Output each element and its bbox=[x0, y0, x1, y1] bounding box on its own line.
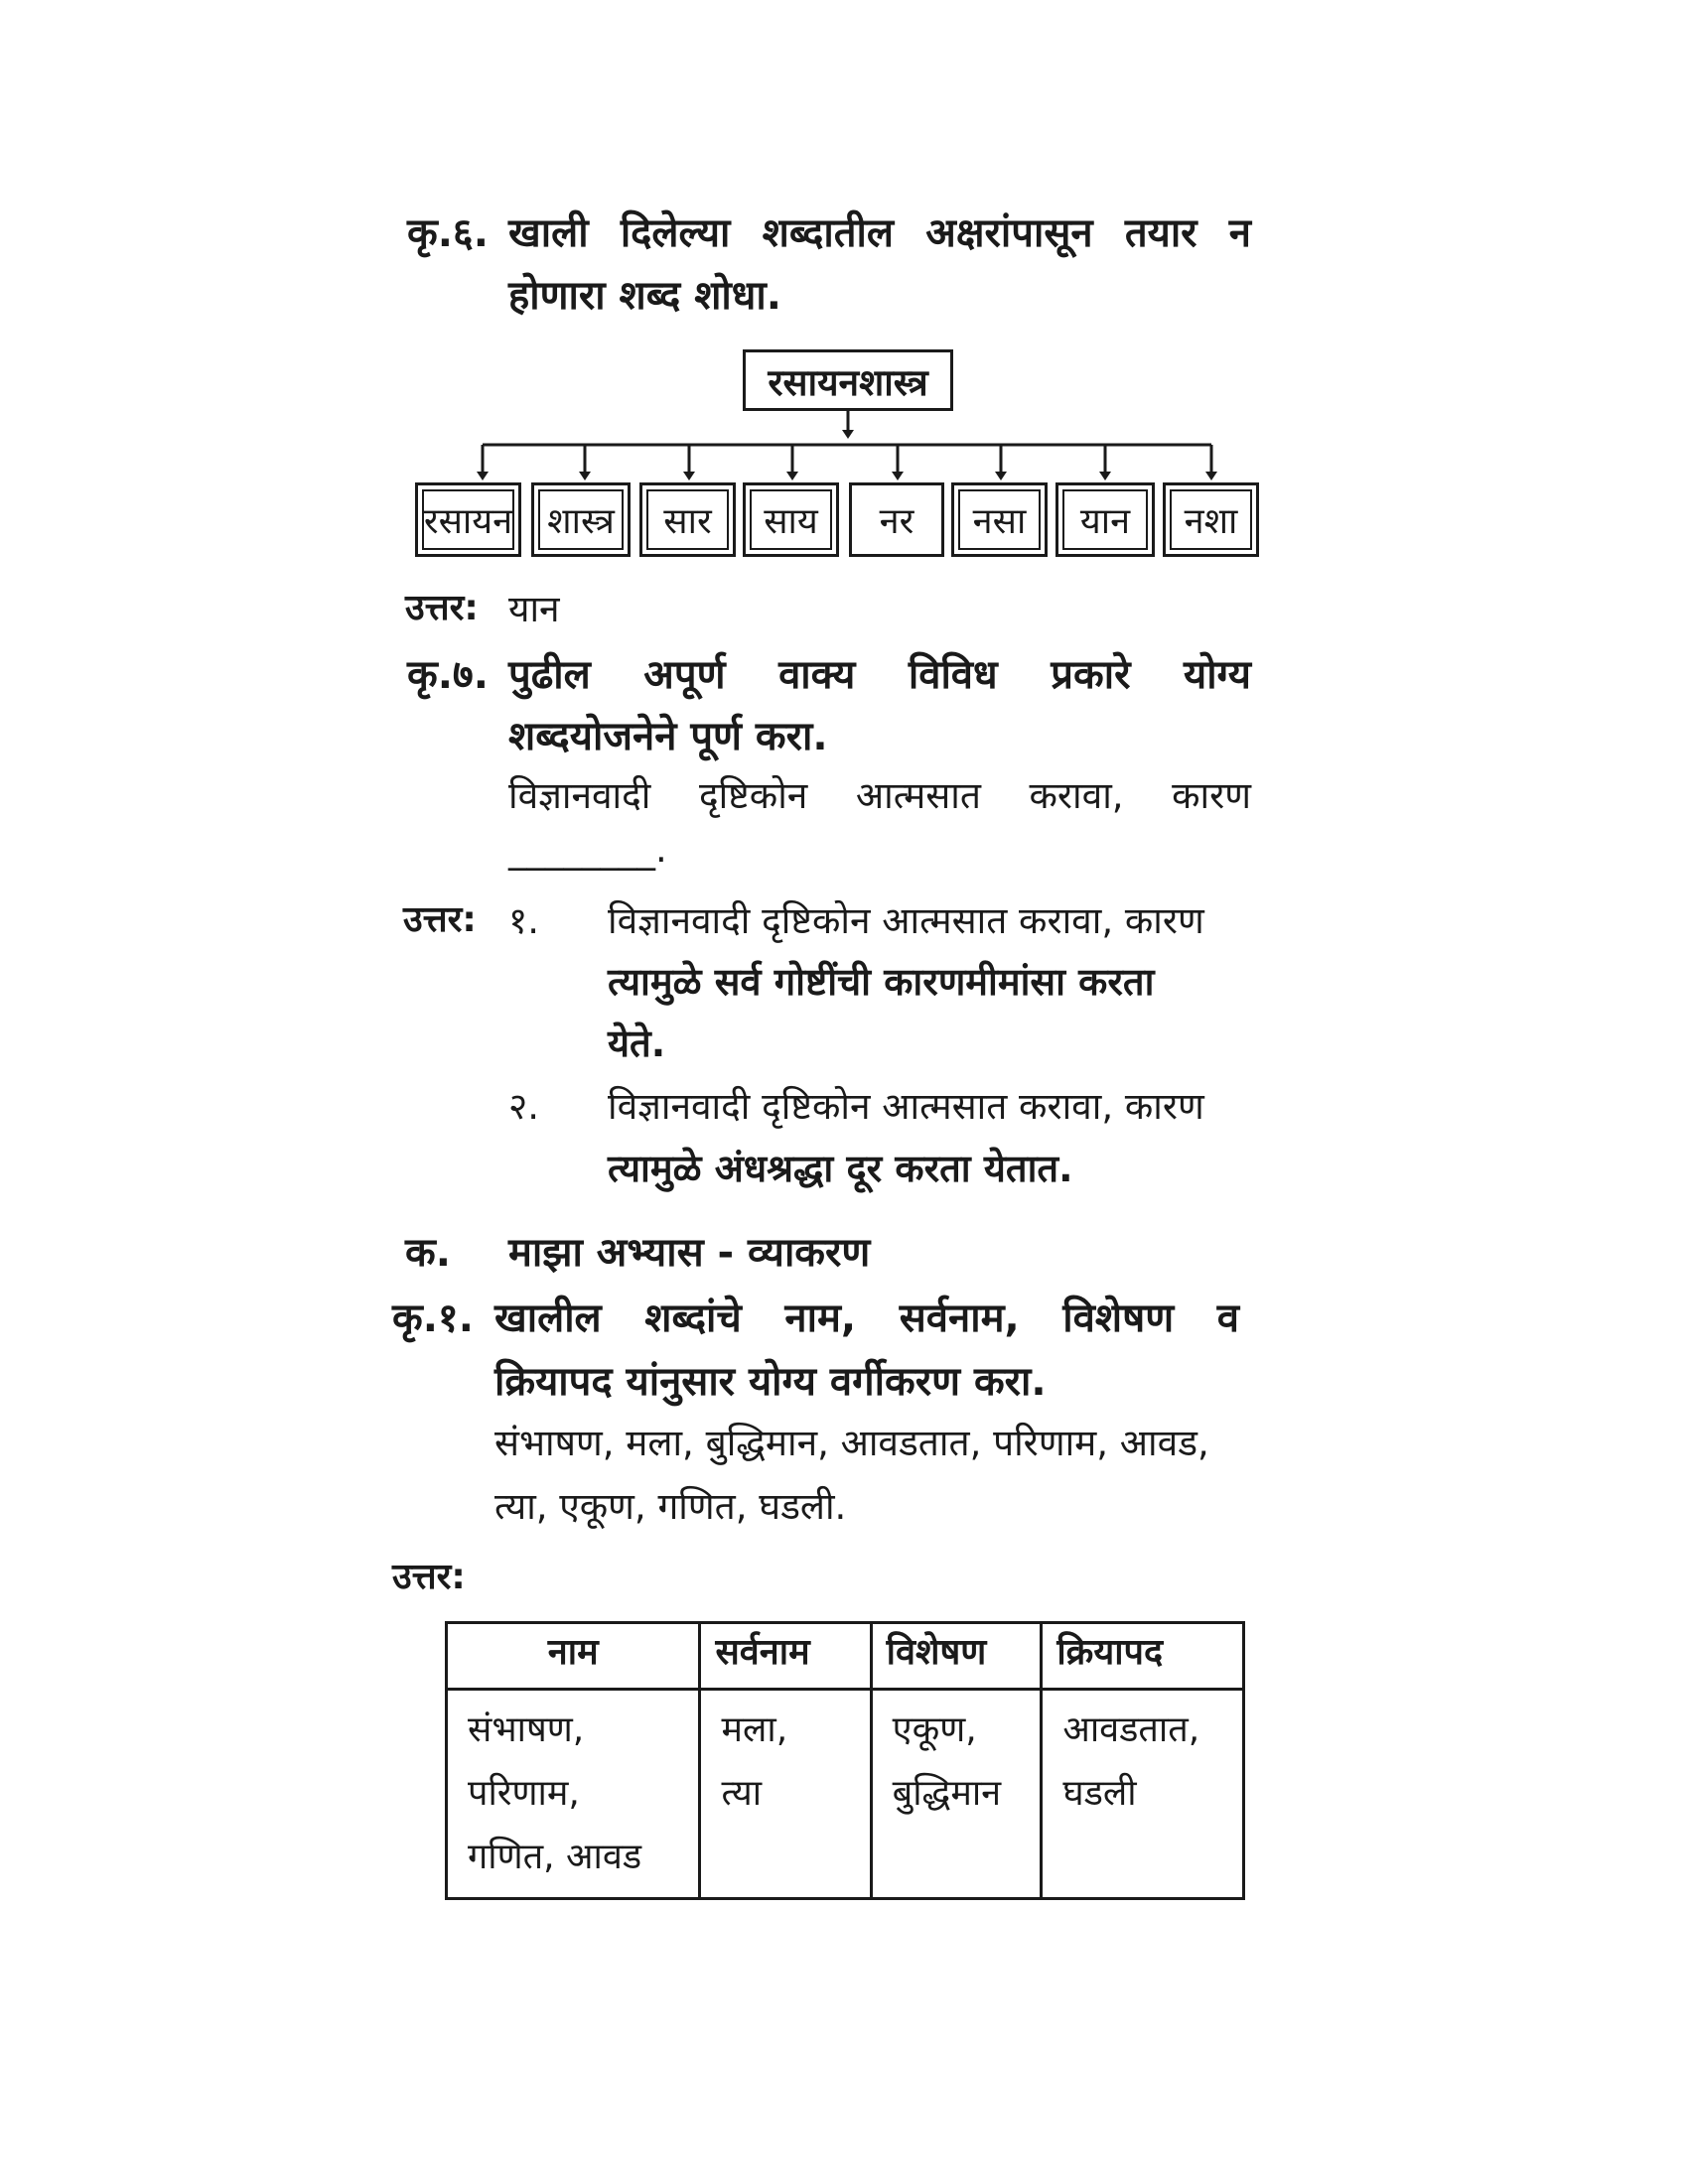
table-header-row bbox=[447, 1623, 1244, 1690]
q7-answer-label: उत्तर: bbox=[403, 899, 477, 940]
q6-text-line1: खाली दिलेल्या शब्दातील अक्षरांपासून तयार न bbox=[508, 210, 1251, 256]
option-text: शास्त्र bbox=[547, 501, 615, 542]
option-box-7 bbox=[1055, 482, 1155, 557]
q6-text-line2: होणारा शब्द शोधा. bbox=[508, 273, 781, 319]
cell-visheshan bbox=[871, 1690, 1042, 1899]
q7-answer1-line1: त्यामुळे सर्व गोष्टींची कारणमीमांसा करता bbox=[608, 960, 1155, 1004]
cell-word: त्या bbox=[721, 1773, 763, 1814]
cell-sarvanaam bbox=[700, 1690, 871, 1899]
option-box-6 bbox=[951, 482, 1048, 557]
q6-number: कृ.६. bbox=[407, 210, 489, 256]
q1-answer-label: उत्तर: bbox=[392, 1557, 466, 1597]
classification-table bbox=[445, 1621, 1245, 1900]
q7-text-line1: पुढील अपूर्ण वाक्य विविध प्रकारे योग्य bbox=[508, 652, 1251, 698]
root-word: रसायनशास्त्र bbox=[768, 360, 928, 404]
option-box-1 bbox=[415, 482, 521, 557]
section-title: माझा अभ्यास - व्याकरण bbox=[508, 1230, 871, 1276]
header-sarvanaam: सर्वनाम bbox=[700, 1623, 871, 1690]
cell-word: एकूण, bbox=[892, 1709, 977, 1750]
option-text: रसायन bbox=[423, 501, 513, 542]
option-text: नशा bbox=[1184, 501, 1238, 542]
option-text: नर bbox=[879, 501, 914, 542]
q1-words-line2: त्या, एकूण, गणित, घडली. bbox=[494, 1485, 847, 1528]
cell-word: मला, bbox=[721, 1709, 788, 1750]
q6-answer-label: उत्तर: bbox=[405, 588, 479, 628]
q7-text-line2: शब्दयोजनेने पूर्ण करा. bbox=[508, 714, 828, 759]
q1-number: कृ.१. bbox=[392, 1296, 474, 1341]
q7-answer1-line2: येते. bbox=[608, 1022, 666, 1065]
cell-word: परिणाम, bbox=[468, 1773, 580, 1814]
cell-word: संभाषण, bbox=[468, 1709, 585, 1750]
q7-answer1-lead: विज्ञानवादी दृष्टिकोन आत्मसात करावा, कारण bbox=[608, 899, 1204, 942]
cell-word: गणित, आवड bbox=[468, 1837, 642, 1877]
option-text: साय bbox=[764, 501, 818, 542]
cell-naam bbox=[447, 1690, 700, 1899]
option-box-3 bbox=[639, 482, 736, 557]
cell-kriyapad bbox=[1042, 1690, 1244, 1899]
option-box-5 bbox=[849, 482, 944, 557]
cell-word: आवडतात, bbox=[1062, 1709, 1200, 1750]
q1-text-line1: खालील शब्दांचे नाम, सर्वनाम, विशेषण व bbox=[494, 1296, 1239, 1341]
q7-answer2-line1: त्यामुळे अंधश्रद्धा दूर करता येतात. bbox=[608, 1147, 1073, 1190]
table-row bbox=[447, 1690, 1244, 1899]
q6-answer: यान bbox=[508, 588, 560, 630]
q7-number: कृ.७. bbox=[407, 652, 489, 698]
cell-word: घडली bbox=[1062, 1773, 1137, 1814]
q7-sentence: विज्ञानवादी दृष्टिकोन आत्मसात करावा, कारण bbox=[508, 774, 1251, 817]
option-text: सार bbox=[663, 501, 712, 542]
option-box-4 bbox=[743, 482, 839, 557]
option-text: नसा bbox=[972, 501, 1027, 542]
option-box-8 bbox=[1163, 482, 1259, 557]
q7-answer1-number: १. bbox=[508, 899, 540, 942]
cell-word: बुद्धिमान bbox=[892, 1773, 1002, 1814]
q7-answer2-lead: विज्ञानवादी दृष्टिकोन आत्मसात करावा, कारण bbox=[608, 1085, 1204, 1128]
option-text: यान bbox=[1079, 501, 1131, 542]
section-letter: क. bbox=[405, 1230, 451, 1276]
q1-words-line1: संभाषण, मला, बुद्धिमान, आवडतात, परिणाम, आवड, bbox=[494, 1422, 1209, 1464]
header-naam: नाम bbox=[447, 1623, 700, 1690]
option-box-2 bbox=[531, 482, 631, 557]
q1-text-line2: क्रियापद यांनुसार योग्य वर्गीकरण करा. bbox=[494, 1359, 1047, 1405]
q7-answer2-number: २. bbox=[508, 1085, 540, 1128]
header-visheshan: विशेषण bbox=[871, 1623, 1042, 1690]
header-kriyapad: क्रियापद bbox=[1042, 1623, 1244, 1690]
q7-blank: ________. bbox=[508, 828, 667, 871]
